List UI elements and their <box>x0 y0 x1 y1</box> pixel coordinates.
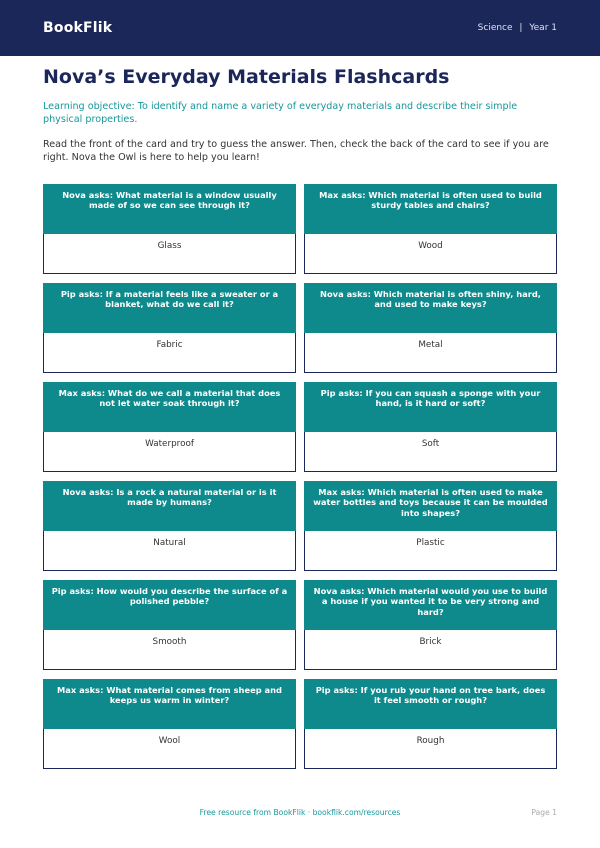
learning-objective: Learning objective: To identify and name a variety of everyday materials and describe their simple physical properties. <box>43 101 518 125</box>
flashcard <box>43 481 296 571</box>
flashcard <box>304 283 557 373</box>
flashcard-grid <box>43 184 557 769</box>
footer-credit[interactable]: Free resource from BookFlik · bookflik.com/resources <box>199 808 401 817</box>
card-answer: Brick <box>304 630 557 670</box>
year-label: Year 1 <box>529 23 557 33</box>
breadcrumb-separator: | <box>519 23 523 33</box>
card-answer: Wool <box>43 729 296 769</box>
flashcard <box>43 283 296 373</box>
flashcard <box>304 481 557 571</box>
card-answer: Glass <box>43 234 296 274</box>
card-question: Max asks: Which material is often used to make water bottles and toys because it can be moulded into shapes? <box>304 481 557 531</box>
card-question: Nova asks: Which material would you use to build a house if you wanted it to be very strong and hard? <box>304 580 557 630</box>
card-question: Pip asks: How would you describe the surface of a polished pebble? <box>43 580 296 630</box>
card-question: Nova asks: Is a rock a natural material or is it made by humans? <box>43 481 296 531</box>
flashcard <box>304 382 557 472</box>
header-bar <box>0 0 600 56</box>
card-answer: Waterproof <box>43 432 296 472</box>
card-question: Nova asks: Which material is often shiny, hard, and used to make keys? <box>304 283 557 333</box>
flashcard <box>304 184 557 274</box>
card-answer: Fabric <box>43 333 296 373</box>
card-question: Pip asks: If a material feels like a sweater or a blanket, what do we call it? <box>43 283 296 333</box>
card-answer: Rough <box>304 729 557 769</box>
card-question: Pip asks: If you rub your hand on tree bark, does it feel smooth or rough? <box>304 679 557 729</box>
card-question: Max asks: What do we call a material that does not let water soak through it? <box>43 382 296 432</box>
flashcard <box>43 184 296 274</box>
card-answer: Wood <box>304 234 557 274</box>
page-title: Nova’s Everyday Materials Flashcards <box>43 66 450 88</box>
subject-label: Science <box>477 23 513 33</box>
card-question: Pip asks: If you can squash a sponge with your hand, is it hard or soft? <box>304 382 557 432</box>
page-number: Page 1 <box>531 808 557 817</box>
flashcard <box>304 679 557 769</box>
card-answer: Soft <box>304 432 557 472</box>
card-question: Nova asks: What material is a window usually made of so we can see through it? <box>43 184 296 234</box>
flashcard <box>43 382 296 472</box>
flashcard <box>43 679 296 769</box>
card-answer: Natural <box>43 531 296 571</box>
brand-logo-text[interactable]: BookFlik <box>43 20 113 36</box>
subject-breadcrumb <box>478 23 557 33</box>
flashcard <box>43 580 296 670</box>
card-question: Max asks: What material comes from sheep and keeps us warm in winter? <box>43 679 296 729</box>
card-answer: Smooth <box>43 630 296 670</box>
intro-text: Read the front of the card and try to guess the answer. Then, check the back of the card to see if you are right. Nova the Owl is here to help you learn! <box>43 139 549 163</box>
card-answer: Plastic <box>304 531 557 571</box>
card-question: Max asks: Which material is often used to build sturdy tables and chairs? <box>304 184 557 234</box>
flashcard <box>304 580 557 670</box>
card-answer: Metal <box>304 333 557 373</box>
